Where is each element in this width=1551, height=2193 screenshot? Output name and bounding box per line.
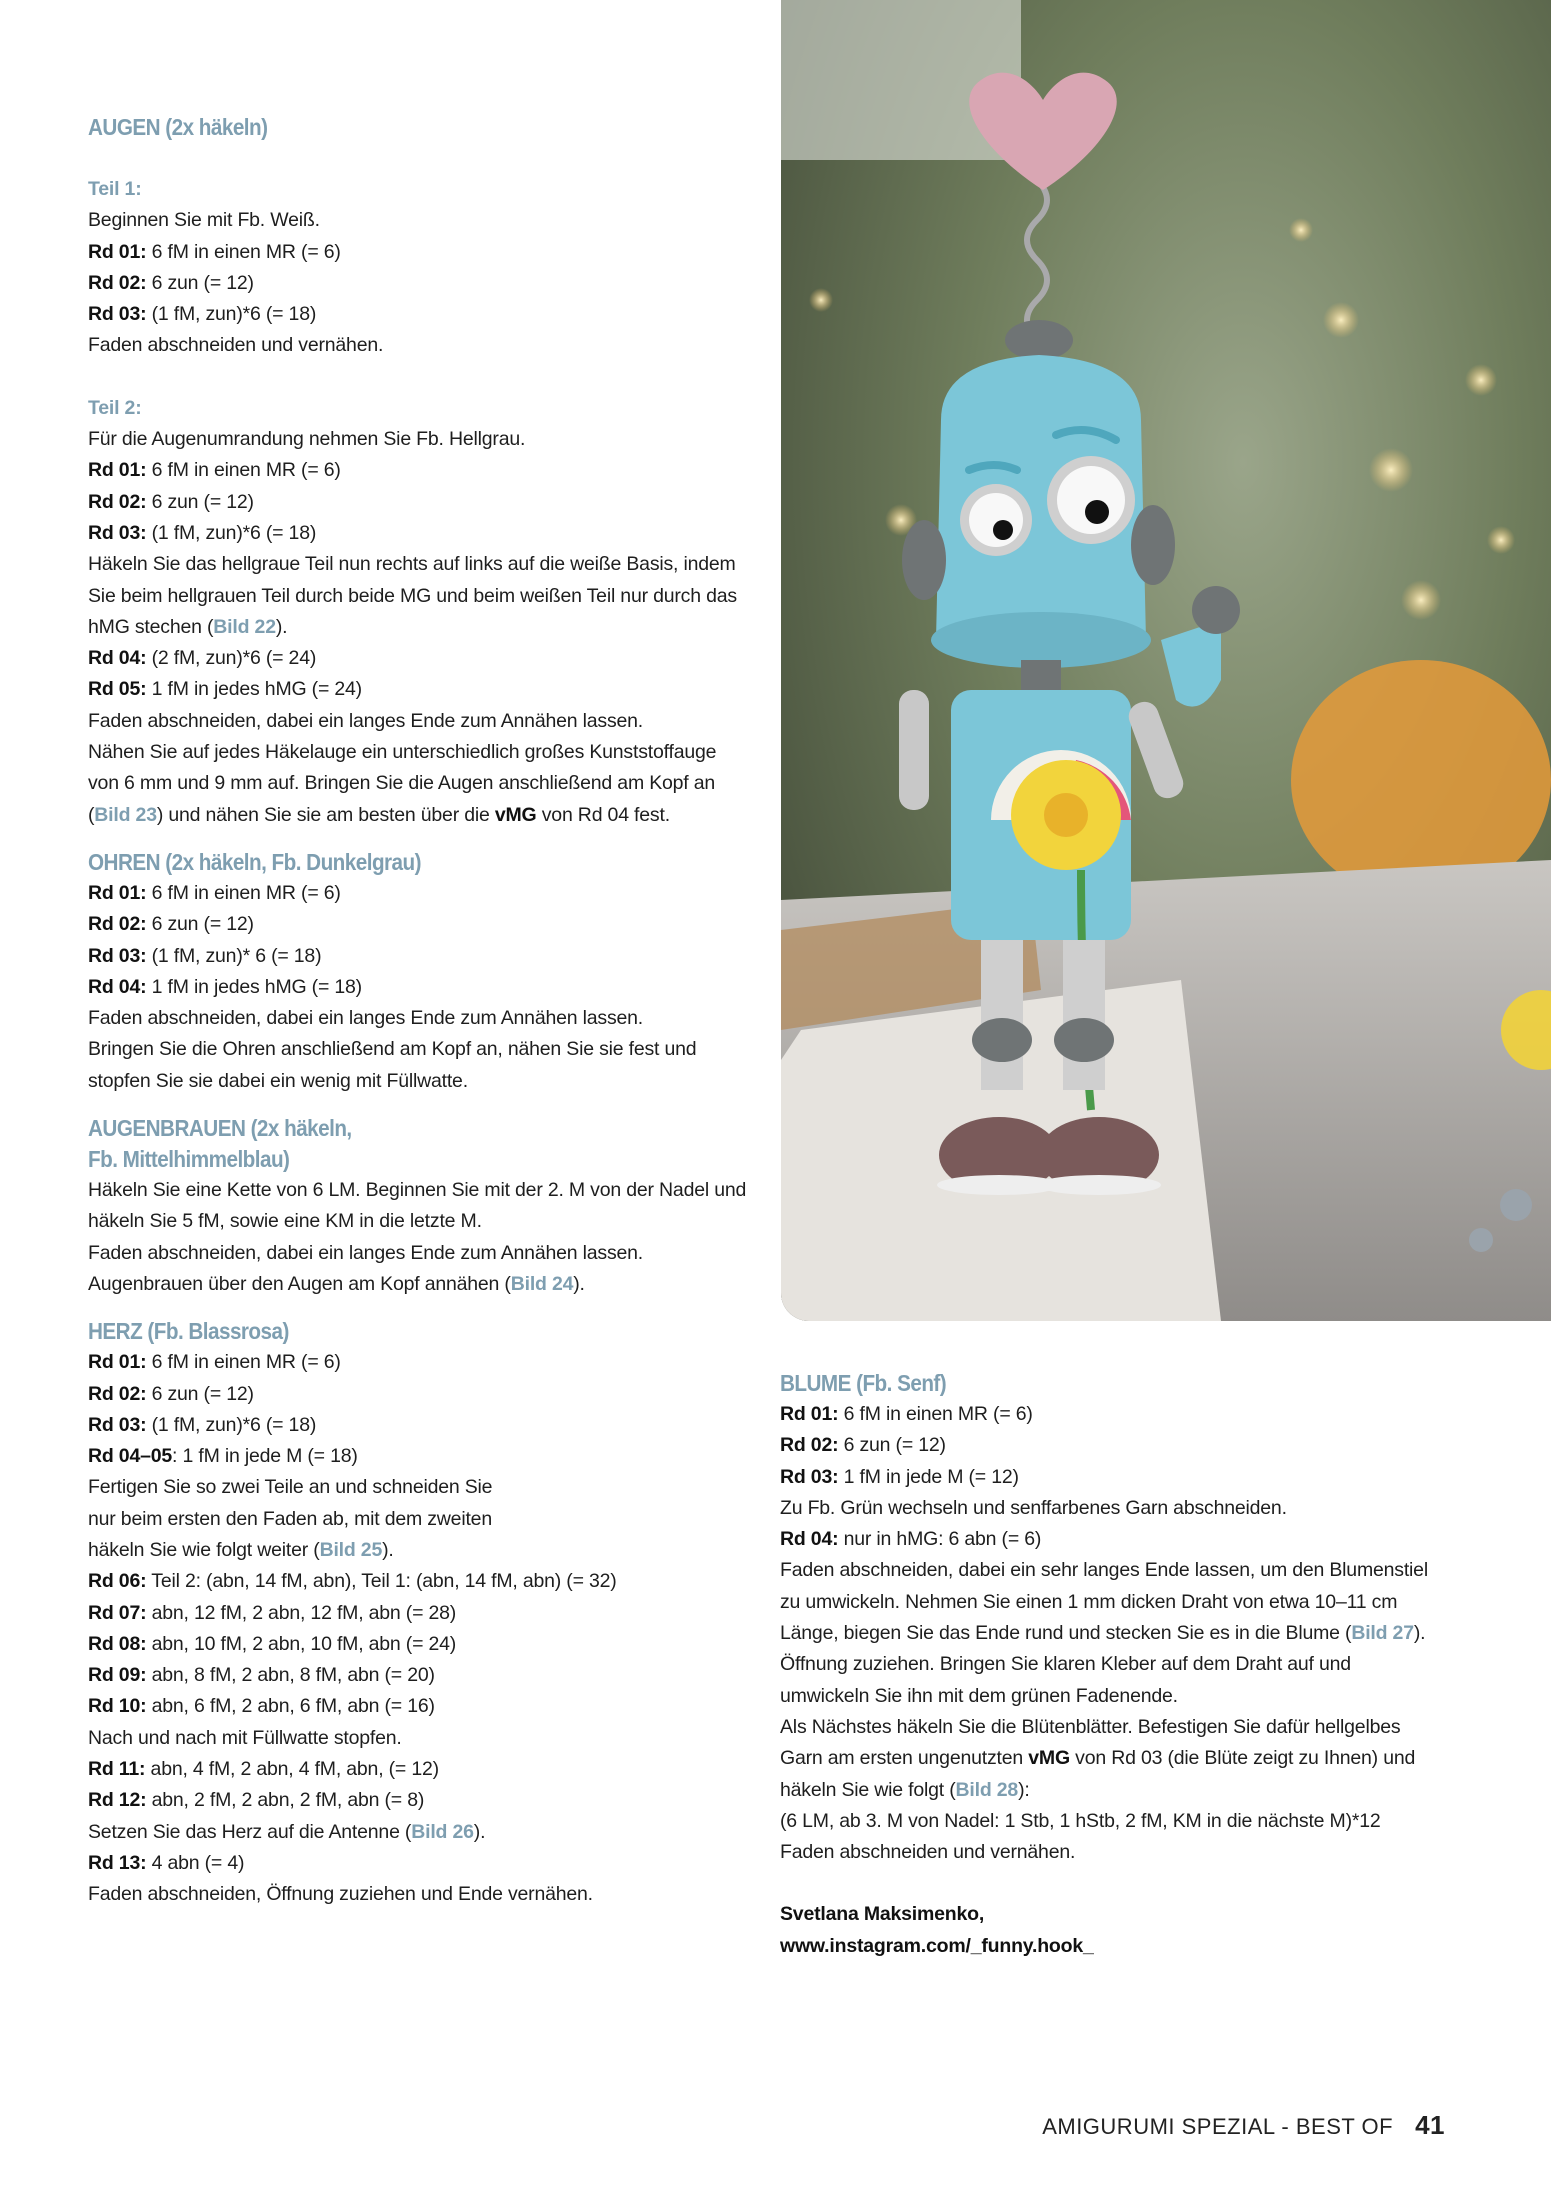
heading-augen: AUGEN (2x häkeln) <box>88 114 268 140</box>
heading-herz: HERZ (Fb. Blassrosa) <box>88 1318 289 1345</box>
round-row: Rd 02: 6 zun (= 12) <box>88 490 254 513</box>
round-row: Rd 08: abn, 10 fM, 2 abn, 10 fM, abn (= 24) <box>88 1632 457 1655</box>
round-row: Rd 06: Teil 2: (abn, 14 fM, abn), Teil 1: (abn, 14 fM, abn) (= 32) <box>88 1570 617 1593</box>
round-row: Rd 01: 6 fM in einen MR (= 6) <box>88 881 341 904</box>
herz-end: Faden abschneiden, Öffnung zuziehen und Ende vernähen. <box>88 1883 593 1906</box>
brauen-paragraph: Faden abschneiden, dabei ein langes Ende zum Annähen lassen. Augenbrauen über den Augen am Kopf annähen (Bild 24). <box>88 1241 644 1295</box>
round-row: Rd 02: 6 zun (= 12) <box>88 1382 254 1405</box>
blume-switch: Zu Fb. Grün wechseln und senffarbenes Garn abschneiden. <box>780 1496 1287 1519</box>
teil1-label: Teil 1: <box>88 178 142 200</box>
round-row: Rd 01: 6 fM in einen MR (= 6) <box>780 1403 1033 1425</box>
image-reference: Bild 27 <box>1351 1622 1414 1645</box>
blume-pattern: (6 LM, ab 3. M von Nadel: 1 Stb, 1 hStb, 2 fM, KM in die nächste M)*12 <box>780 1809 1381 1832</box>
image-reference: Bild 24 <box>510 1272 574 1295</box>
teil2-intro: Für die Augenumrandung nehmen Sie Fb. Hellgrau. <box>88 428 526 451</box>
round-row: Rd 04–05: 1 fM in jede M (= 18) <box>88 1445 358 1468</box>
teil1-end: Faden abschneiden und vernähen. <box>88 334 384 357</box>
round-row: Rd 03: (1 fM, zun)* 6 (= 18) <box>88 944 322 967</box>
round-row: Rd 04: nur in hMG: 6 abn (= 6) <box>780 1528 1042 1551</box>
round-row: Rd 05: 1 fM in jedes hMG (= 24) <box>88 678 362 701</box>
herz-text: häkeln Sie wie folgt weiter (Bild 25). <box>88 1538 394 1561</box>
blume-end: Faden abschneiden und vernähen. <box>780 1841 1076 1864</box>
heading-augenbrauen: AUGENBRAUEN (2x häkeln, <box>88 1115 352 1142</box>
ohren-paragraph: Bringen Sie die Ohren anschließend am Kopf an, nähen Sie sie fest und stopfen Sie sie dabei ein wenig mit Füllwatte. <box>88 1038 697 1092</box>
round-row: Rd 13: 4 abn (= 4) <box>88 1851 245 1874</box>
author-link[interactable]: www.instagram.com/_funny.hook_ <box>780 1934 1094 1957</box>
round-row: Rd 03: 1 fM in jede M (= 12) <box>780 1465 1019 1488</box>
herz-text: nur beim ersten den Faden ab, mit dem zweiten <box>88 1507 492 1530</box>
herz-text: Fertigen Sie so zwei Teile an und schneiden Sie <box>88 1476 493 1499</box>
crochet-robot-image <box>781 0 1551 1321</box>
heading-augenbrauen-line2: Fb. Mittelhimmelblau) <box>88 1146 290 1173</box>
ohren-end: Faden abschneiden, dabei ein langes Ende zum Annähen lassen. <box>88 1007 644 1030</box>
round-row: Rd 02: 6 zun (= 12) <box>88 271 254 294</box>
teil2-paragraph: Nähen Sie auf jedes Häkelauge ein unterschiedlich großes Kunststoffauge von 6 mm und 9 mm auf. Bringen Sie die Augen anschließend am Kopf an (Bild 23) und nähen Sie sie am besten über die vMG von Rd 04 fest. <box>88 741 717 826</box>
round-row: Rd 12: abn, 2 fM, 2 abn, 2 fM, abn (= 8) <box>88 1789 425 1812</box>
round-row: Rd 01: 6 fM in einen MR (= 6) <box>88 1351 341 1374</box>
robot-photo <box>781 0 1551 1321</box>
round-row: Rd 09: abn, 8 fM, 2 abn, 8 fM, abn (= 20) <box>88 1664 435 1687</box>
round-row: Rd 03: (1 fM, zun)*6 (= 18) <box>88 1413 317 1436</box>
herz-text: Setzen Sie das Herz auf die Antenne (Bild 26). <box>88 1820 486 1843</box>
teil1-intro: Beginnen Sie mit Fb. Weiß. <box>88 209 320 232</box>
image-reference: Bild 22 <box>213 615 276 638</box>
teil2-end: Faden abschneiden, dabei ein langes Ende zum Annähen lassen. <box>88 709 644 732</box>
round-row: Rd 03: (1 fM, zun)*6 (= 18) <box>88 521 317 544</box>
teil2-paragraph: Häkeln Sie das hellgraue Teil nun rechts auf links auf die weiße Basis, indem Sie beim hellgrauen Teil durch beide MG und beim weißen Teil nur durch das hMG stechen (Bild 22). <box>88 553 737 638</box>
heading-blume: BLUME (Fb. Senf) <box>780 1370 947 1396</box>
image-reference: Bild 28 <box>955 1778 1019 1801</box>
round-row: Rd 10: abn, 6 fM, 2 abn, 6 fM, abn (= 16) <box>88 1695 435 1718</box>
round-row: Rd 07: abn, 12 fM, 2 abn, 12 fM, abn (= 28) <box>88 1601 457 1624</box>
round-row: Rd 01: 6 fM in einen MR (= 6) <box>88 459 341 482</box>
round-row: Rd 02: 6 zun (= 12) <box>780 1434 946 1457</box>
right-column <box>780 1368 1444 1962</box>
page-number: 41 <box>1415 2110 1445 2140</box>
round-row: Rd 04: 1 fM in jedes hMG (= 18) <box>88 975 362 998</box>
flower-mark <box>1011 760 1121 870</box>
round-row: Rd 04: (2 fM, zun)*6 (= 24) <box>88 647 317 670</box>
round-row: Rd 02: 6 zun (= 12) <box>88 913 254 936</box>
round-row: Rd 01: 6 fM in einen MR (= 6) <box>88 240 341 263</box>
teil2-label: Teil 2: <box>88 396 142 419</box>
magazine-title: AMIGURUMI SPEZIAL - BEST OF <box>1042 2114 1394 2139</box>
blume-paragraph: Als Nächstes häkeln Sie die Blütenblätter. Befestigen Sie dafür hellgelbes Garn am ersten ungenutzten vMG von Rd 03 (die Blüte zeigt zu Ihnen) und häkeln Sie wie folgt (Bild 28): <box>780 1715 1416 1801</box>
brauen-paragraph: Häkeln Sie eine Kette von 6 LM. Beginnen Sie mit der 2. M von der Nadel und häkeln Sie 5 fM, sowie eine KM in die letzte M. <box>88 1179 747 1233</box>
page-footer <box>1042 2110 1445 2141</box>
round-row: Rd 11: abn, 4 fM, 2 abn, 4 fM, abn, (= 12) <box>88 1758 439 1781</box>
heading-ohren: OHREN (2x häkeln, Fb. Dunkelgrau) <box>88 848 421 875</box>
round-row: Rd 03: (1 fM, zun)*6 (= 18) <box>88 303 317 326</box>
herz-text: Nach und nach mit Füllwatte stopfen. <box>88 1726 402 1749</box>
image-reference: Bild 26 <box>411 1820 474 1843</box>
image-reference: Bild 23 <box>94 803 157 826</box>
blume-paragraph: Faden abschneiden, dabei ein sehr langes Ende lassen, um den Blumenstiel zu umwickeln. Nehmen Sie einen 1 mm dicken Draht von etwa 10–11 cm Länge, biegen Sie das Ende rund und stecken Sie es in die Blume (Bild 27). Öffnung zuziehen. Bringen Sie klaren Kleber auf dem Draht auf und umwickeln Sie ihn mit dem grünen Fadenende. <box>780 1559 1428 1707</box>
image-reference: Bild 25 <box>319 1538 383 1561</box>
left-column <box>88 112 752 1911</box>
author-name: Svetlana Maksimenko, <box>780 1903 985 1926</box>
